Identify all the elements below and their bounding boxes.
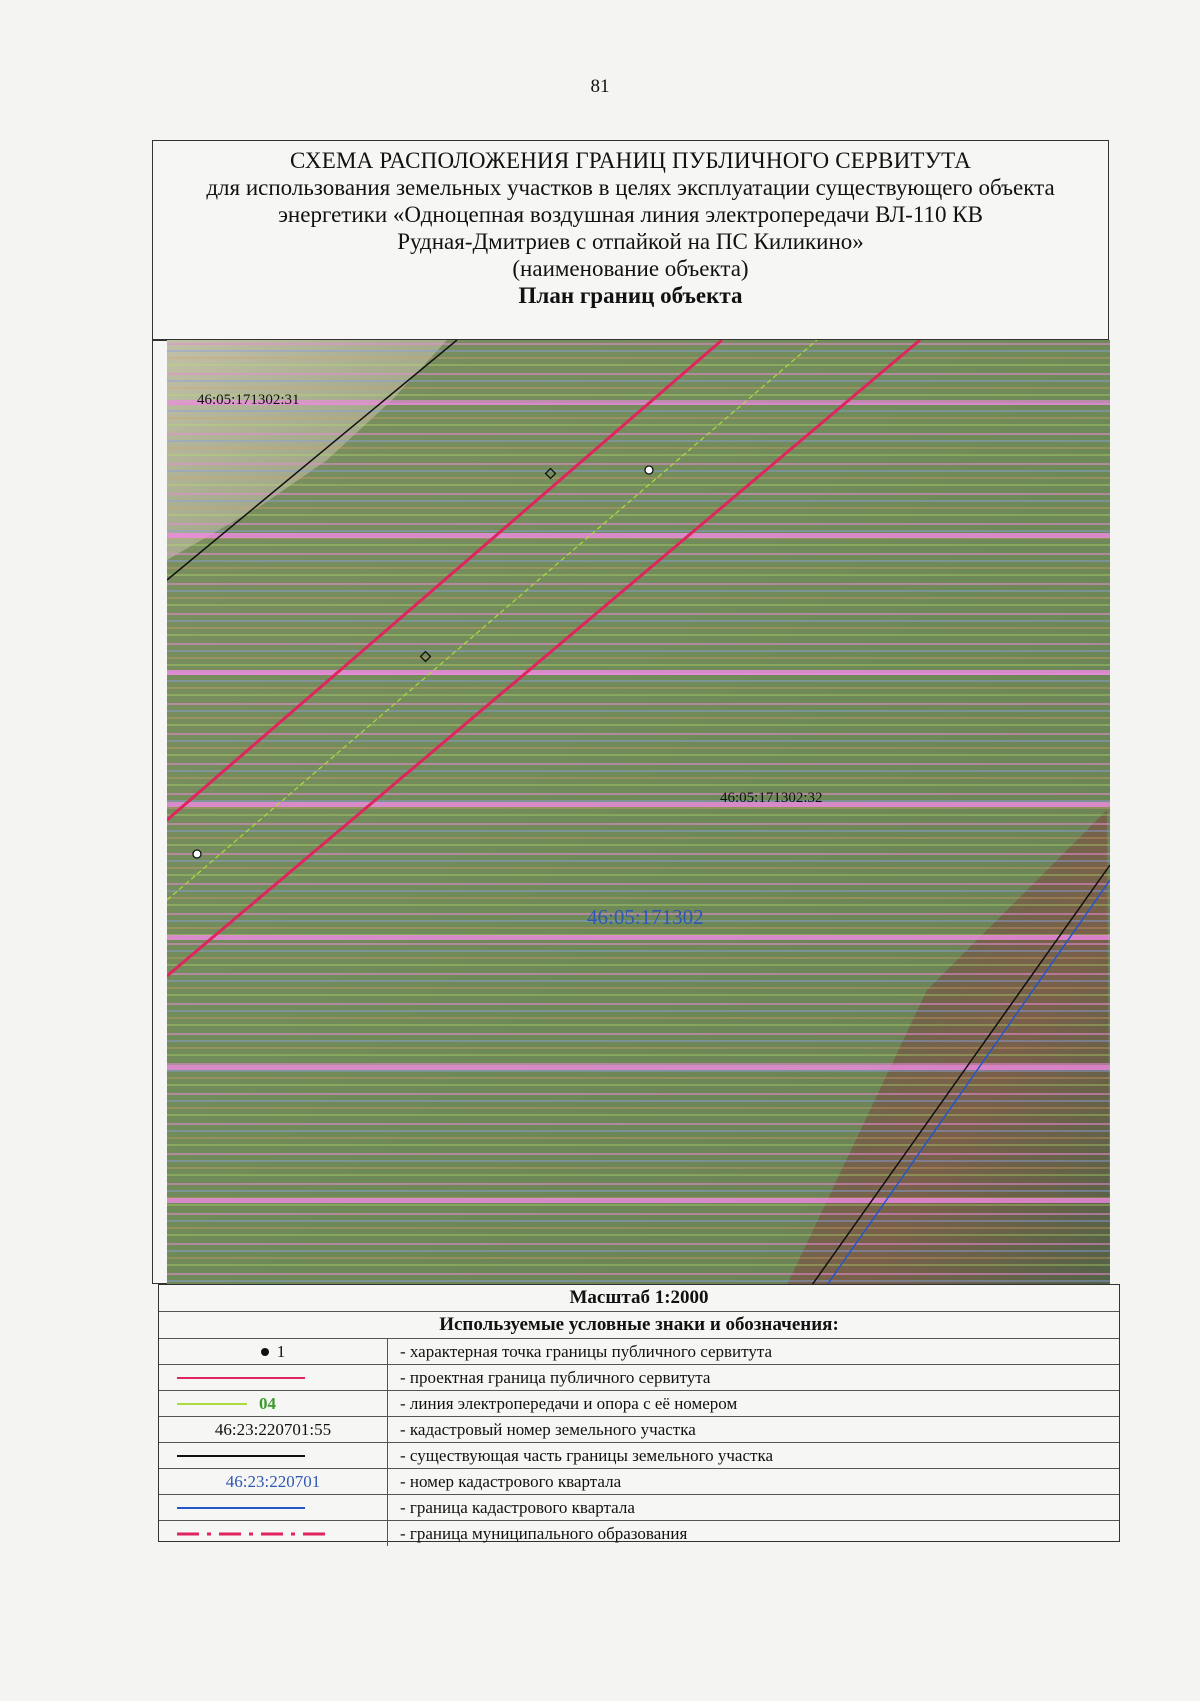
quarter-number-sample: 46:23:220701	[225, 1471, 321, 1491]
legend-row	[159, 1495, 1119, 1521]
point-number: 1	[276, 1341, 286, 1361]
legend-row	[159, 1339, 1119, 1365]
legend-row	[159, 1391, 1119, 1417]
legend-text: - граница муниципального образования	[400, 1524, 688, 1543]
power-line-support-icon	[177, 1403, 247, 1405]
title-block	[152, 140, 1109, 340]
parcel-number-sample: 46:23:220701:55	[214, 1419, 332, 1439]
legend-symbol	[159, 1521, 388, 1546]
parcel-label-main: 46:05:171302:32	[720, 790, 823, 806]
legend-title: Используемые условные знаки и обозначения:	[159, 1312, 1119, 1339]
title-line-4: Рудная-Дмитриев с отпайкой на ПС Киликино»	[397, 229, 864, 254]
blue-line-icon	[177, 1507, 305, 1509]
legend-symbol	[159, 1365, 388, 1390]
legend-text: - граница кадастрового квартала	[400, 1498, 635, 1517]
title-line-2: для использования земельных участков в целях эксплуатации существующего объекта	[206, 175, 1055, 200]
quarter-label: 46:05:171302	[587, 905, 704, 929]
legend-row	[159, 1417, 1119, 1443]
title-line-6: План границ объекта	[518, 283, 743, 308]
page-number: 81	[590, 76, 610, 97]
legend-text: - линия электропередачи и опора с её номером	[400, 1394, 738, 1413]
parcel-label-nw: 46:05:171302:31	[197, 392, 300, 408]
legend-text: - характерная точка границы публичного сервитута	[400, 1342, 773, 1361]
title-line-1: СХЕМА РАСПОЛОЖЕНИЯ ГРАНИЦ ПУБЛИЧНОГО СЕРВИТУТА	[289, 148, 972, 173]
legend-row	[159, 1443, 1119, 1469]
legend-text: - кадастровый номер земельного участка	[400, 1420, 696, 1439]
legend-text: - проектная граница публичного сервитута	[400, 1368, 711, 1387]
legend-symbol	[159, 1339, 388, 1364]
title-line-3: энергетики «Одноцепная воздушная линия электропередачи ВЛ-110 КВ	[278, 202, 983, 227]
title-line-5: (наименование объекта)	[512, 256, 749, 281]
legend-text: - номер кадастрового квартала	[400, 1472, 622, 1491]
legend-row	[159, 1365, 1119, 1391]
legend-symbol	[159, 1391, 388, 1416]
legend-row	[159, 1469, 1119, 1495]
red-line-icon	[177, 1377, 305, 1379]
support-number: 04	[259, 1393, 276, 1413]
legend-symbol	[159, 1469, 388, 1494]
legend-symbol	[159, 1417, 388, 1442]
aerial-map	[167, 340, 1110, 1285]
scale-label: Масштаб 1:2000	[159, 1285, 1119, 1312]
legend-symbol	[159, 1443, 388, 1468]
point-icon	[261, 1348, 269, 1356]
legend-symbol	[159, 1495, 388, 1520]
dash-dot-line-icon	[177, 1531, 327, 1537]
black-line-icon	[177, 1455, 305, 1457]
legend-row	[159, 1521, 1119, 1546]
map-frame	[152, 340, 1109, 1284]
legend	[158, 1284, 1120, 1542]
legend-text: - существующая часть границы земельного участка	[400, 1446, 773, 1465]
